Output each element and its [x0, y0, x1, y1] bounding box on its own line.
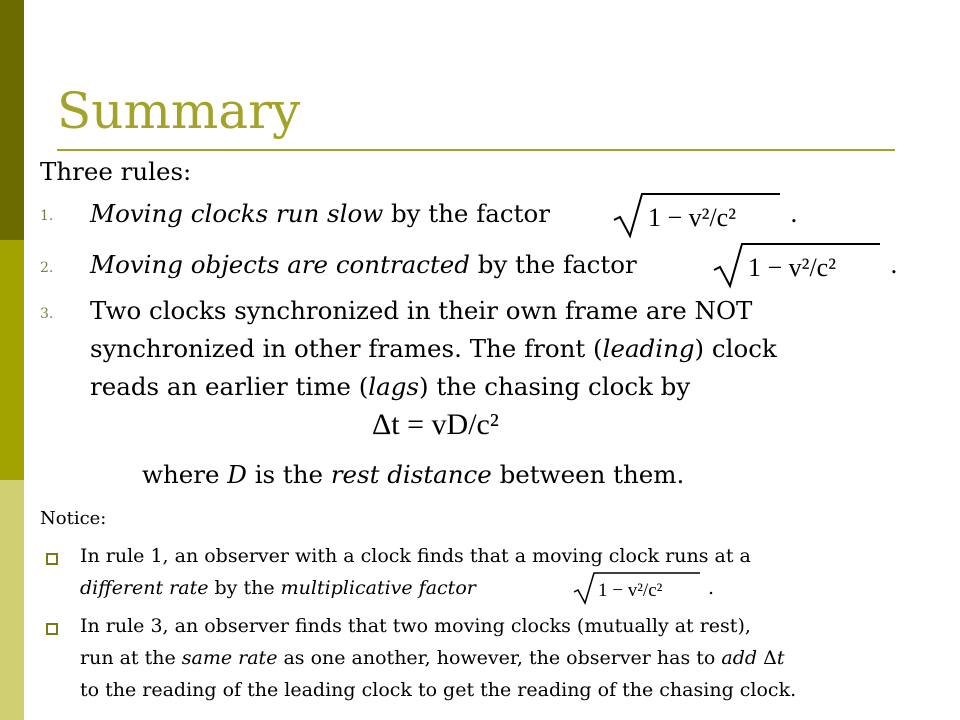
notice-2-a: run at the — [80, 647, 182, 669]
rule-3-line-2 — [90, 334, 777, 363]
rule-3-number: 3. — [40, 306, 54, 322]
rule-3-line-3-italic: lags — [368, 372, 419, 401]
intro-text: Three rules: — [40, 157, 192, 186]
rule-1-italic: Moving clocks run slow — [90, 199, 384, 228]
notice-label: Notice: — [40, 508, 107, 529]
sqrt-formula-rule-2 — [712, 240, 882, 290]
rule-3-line-2-italic: leading — [602, 334, 695, 363]
rule-1-end: . — [790, 199, 798, 228]
sqrt-formula-rule-1 — [612, 190, 782, 240]
notice-2-add: add — [721, 647, 758, 669]
rule-2-italic: Moving objects are contracted — [90, 250, 470, 279]
rule-1-formula: 1 − v²/c² — [648, 203, 737, 232]
rule-1-plain: by the factor — [383, 199, 550, 228]
sqrt-formula-notice-1 — [572, 570, 702, 606]
where-a: where — [142, 460, 228, 489]
where-b: is the — [246, 460, 331, 489]
rule-3-where — [142, 460, 684, 489]
notice-2-bullet-icon — [46, 623, 58, 635]
notice-1-b: by the — [208, 577, 281, 599]
notice-1-line-2 — [80, 577, 476, 599]
title-divider — [57, 149, 895, 151]
rule-3-line-3-a: reads an earlier time ( — [90, 372, 369, 401]
slide-title: Summary — [57, 82, 301, 140]
rule-3-line-3 — [90, 372, 690, 401]
notice-1-italic-c: multiplicative factor — [280, 577, 476, 599]
notice-2-italic: same rate — [181, 647, 278, 669]
notice-1-end: . — [708, 577, 715, 599]
rule-2-formula: 1 − v²/c² — [748, 253, 837, 282]
rule-2-plain: by the factor — [470, 250, 637, 279]
rule-2-end: . — [890, 250, 898, 279]
sidebar-block-2 — [0, 240, 24, 480]
notice-1-line-1: In rule 1, an observer with a clock finds that a moving clock runs at a — [80, 545, 751, 567]
notice-2-delta: Δ — [757, 647, 777, 669]
notice-2-line-2 — [80, 647, 784, 669]
notice-2-line-3: to the reading of the leading clock to get the reading of the chasing clock. — [80, 679, 797, 701]
rule-1-number: 1. — [40, 208, 54, 224]
where-italic: rest distance — [330, 460, 492, 489]
where-d: D — [227, 460, 247, 489]
rule-2-text — [90, 250, 637, 279]
rule-3-line-3-b: ) the chasing clock by — [418, 372, 691, 401]
rule-3-line-2-b: ) clock — [694, 334, 777, 363]
rule-1-text — [90, 199, 550, 228]
rule-2-number: 2. — [40, 260, 54, 276]
rule-3-formula: Δt = vD/c² — [372, 408, 499, 441]
where-c: between them. — [491, 460, 685, 489]
notice-1-italic-a: different rate — [80, 577, 209, 599]
notice-2-line-1: In rule 3, an observer finds that two moving clocks (mutually at rest), — [80, 615, 751, 637]
sidebar-block-3 — [0, 480, 24, 720]
notice-1-formula: 1 − v²/c² — [598, 580, 663, 601]
sidebar-block-1 — [0, 0, 24, 240]
rule-3-line-1: Two clocks synchronized in their own frame are NOT — [90, 296, 753, 325]
sidebar-accent — [0, 0, 24, 720]
notice-2-t: t — [776, 647, 785, 669]
notice-1-bullet-icon — [46, 553, 58, 565]
rule-3-line-2-a: synchronized in other frames. The front ( — [90, 334, 603, 363]
notice-2-b: as one another, however, the observer has to — [277, 647, 722, 669]
